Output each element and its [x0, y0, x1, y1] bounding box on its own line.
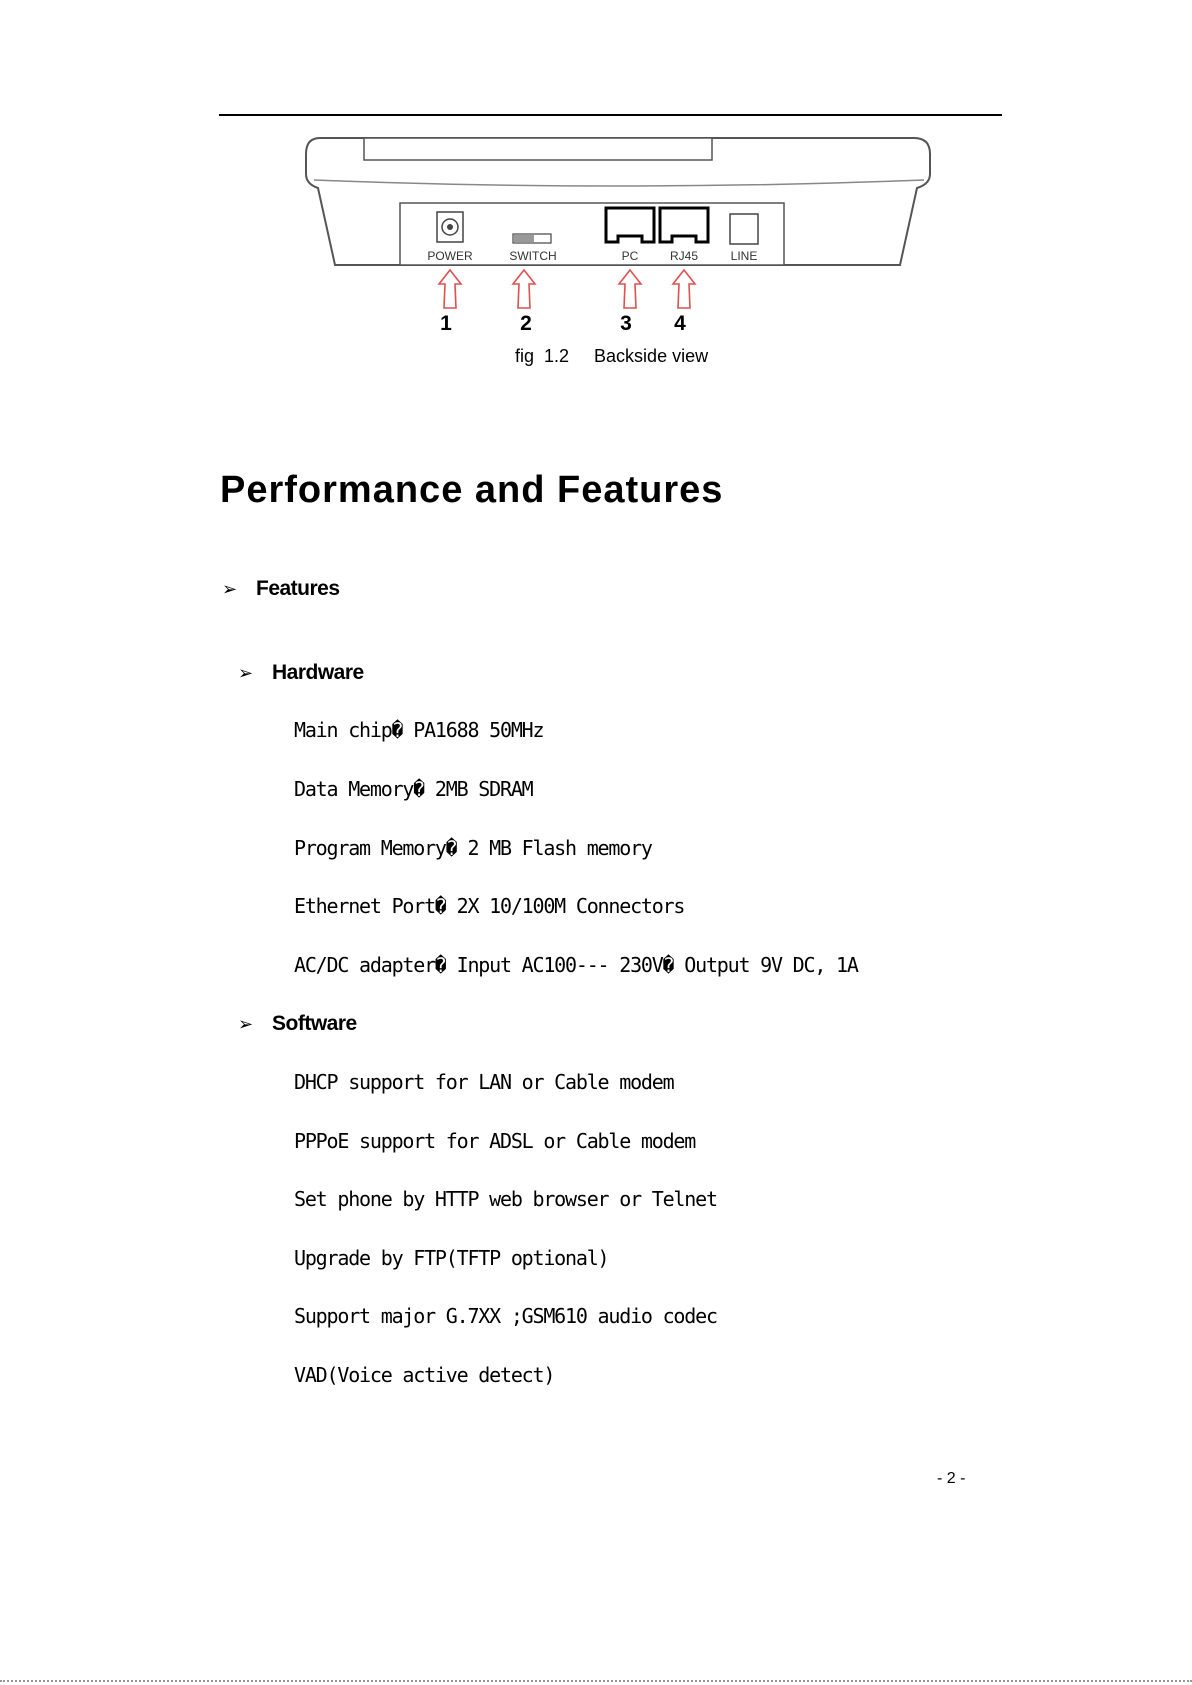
arrow-icon — [513, 270, 535, 308]
port-label-switch: SWITCH — [509, 249, 557, 263]
top-slot — [364, 138, 712, 160]
hardware-item: Program Memory� 2 MB Flash memory — [294, 836, 652, 860]
arrow-bullet-icon: ➢ — [222, 578, 238, 599]
arrow-icon — [619, 270, 641, 308]
page-number: - 2 - — [937, 1470, 966, 1487]
arrow-bullet-icon: ➢ — [238, 662, 254, 683]
software-item: PPPoE support for ADSL or Cable modem — [294, 1129, 696, 1153]
arrow-icon — [673, 270, 695, 308]
hardware-item: Ethernet Port� 2X 10/100M Connectors — [294, 894, 685, 918]
line-port — [730, 214, 758, 244]
port-label-line: LINE — [730, 249, 758, 263]
features-label: Features — [256, 577, 340, 600]
hardware-item: AC/DC adapter� Input AC100--- 230V� Output 9V DC, 1A — [294, 953, 858, 977]
software-item: Support major G.7XX ;GSM610 audio codec — [294, 1304, 717, 1328]
callout-number-4: 4 — [674, 312, 686, 335]
port-label-rj45: RJ45 — [669, 249, 699, 263]
port-label-power: POWER — [427, 249, 473, 263]
pointer-arrows — [439, 270, 695, 308]
hardware-bullet — [238, 661, 364, 685]
figure-caption: fig 1.2 Backside view — [515, 346, 709, 366]
hardware-item: Data Memory� 2MB SDRAM — [294, 777, 533, 801]
software-item: Upgrade by FTP(TFTP optional) — [294, 1246, 609, 1270]
port-label-pc: PC — [621, 249, 639, 263]
page-heading: Performance and Features — [220, 469, 724, 511]
backside-view-figure — [300, 130, 940, 340]
hardware-label: Hardware — [272, 661, 364, 684]
arrow-bullet-icon: ➢ — [238, 1013, 254, 1034]
page-bottom-border — [0, 1680, 1192, 1682]
callout-number-1: 1 — [440, 312, 452, 335]
software-item: VAD(Voice active detect) — [294, 1363, 555, 1387]
hardware-item: Main chip� PA1688 50MHz — [294, 718, 544, 742]
software-bullet — [238, 1012, 357, 1036]
header-rule — [219, 114, 1002, 116]
arrow-icon — [439, 270, 461, 308]
callout-number-3: 3 — [620, 312, 632, 335]
software-item: DHCP support for LAN or Cable modem — [294, 1070, 674, 1094]
software-label: Software — [272, 1012, 357, 1035]
features-bullet — [222, 577, 340, 601]
device-backside-diagram — [300, 130, 940, 340]
callout-number-2: 2 — [520, 312, 532, 335]
software-item: Set phone by HTTP web browser or Telnet — [294, 1187, 717, 1211]
